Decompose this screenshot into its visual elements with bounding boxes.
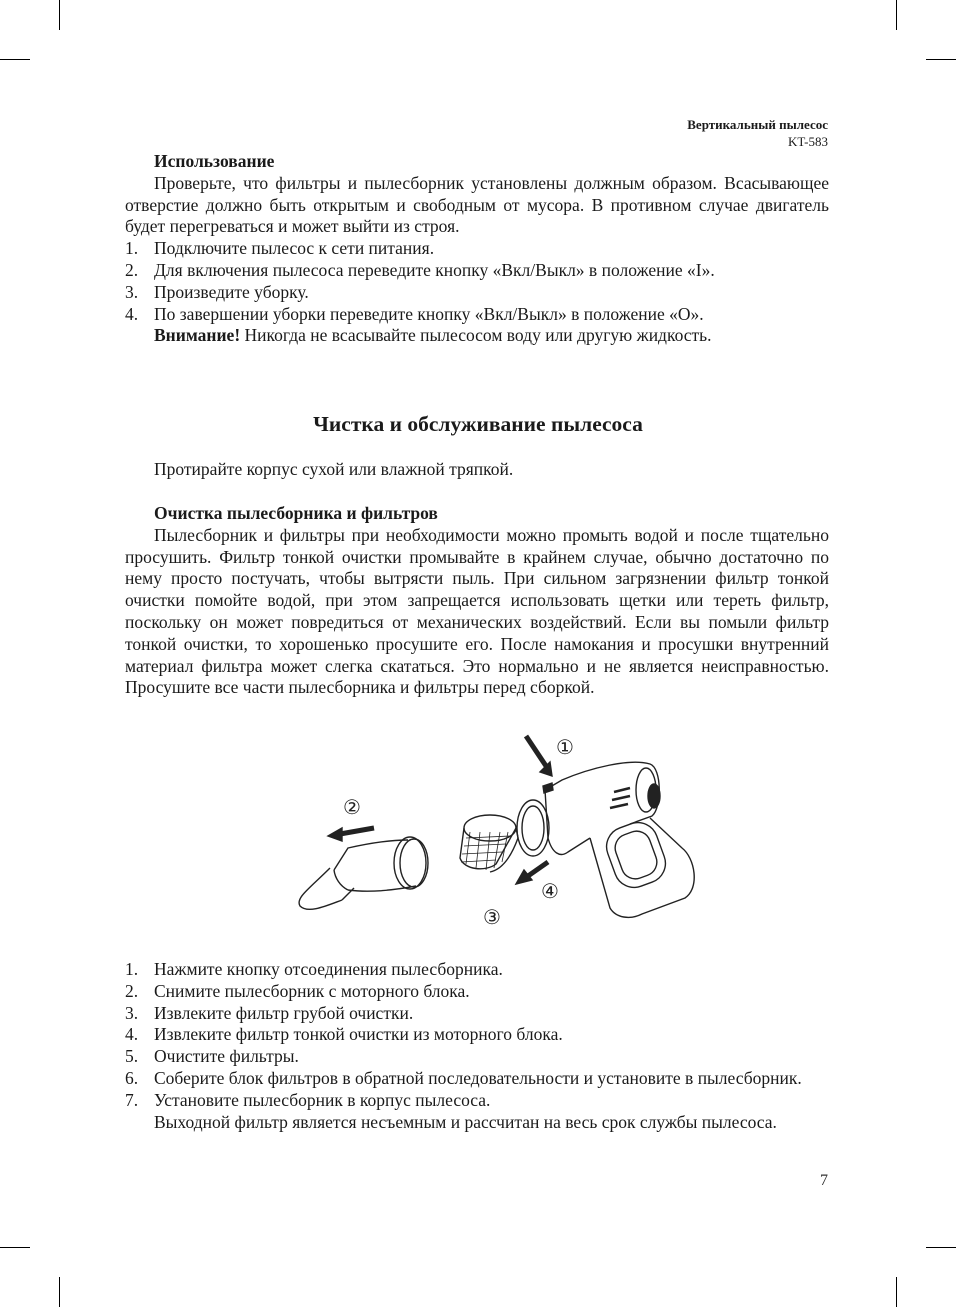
- list-text: Снимите пылесборник с моторного блока.: [154, 980, 470, 1001]
- crop-mark: [0, 1247, 30, 1248]
- crop-mark: [59, 0, 60, 30]
- list-text: Извлеките фильтр грубой очистки.: [154, 1002, 414, 1023]
- cleaning-filters-block: [125, 503, 829, 699]
- list-item: [125, 260, 829, 282]
- cleaning-outro: Выходной фильтр является несъемным и рассчитан на весь срок службы пылесоса.: [154, 1111, 777, 1132]
- list-number: 4.: [125, 1024, 139, 1045]
- list-text: Соберите блок фильтров в обратной последовательности и установите в пылесборник.: [154, 1067, 802, 1088]
- list-text: Очистите фильтры.: [154, 1046, 299, 1067]
- cleaning-intro-block: [125, 459, 829, 481]
- usage-intro: Проверьте, что фильтры и пылесборник установлены должным образом. Всасывающее отверстие должно быть открытым и свободным от мусора. В противном случае двигатель будет перегреваться и может выйти из строя.: [125, 172, 829, 237]
- page-number: 7: [820, 1172, 828, 1189]
- list-text: Подключите пылесос к сети питания.: [154, 238, 435, 259]
- list-item: [125, 282, 829, 304]
- warning-text: Никогда не всасывайте пылесосом воду или другую жидкость.: [244, 325, 712, 346]
- figure-label: ③: [483, 905, 501, 929]
- motor-body-illustration: [543, 762, 694, 917]
- list-number: 4.: [125, 303, 139, 324]
- crop-mark: [926, 1247, 956, 1248]
- list-text: Для включения пылесоса переведите кнопку «Вкл/Выкл» в положение «I».: [154, 259, 715, 280]
- cleaning-intro: Протирайте корпус сухой или влажной тряпкой.: [154, 459, 514, 479]
- coarse-filter-illustration: [460, 815, 518, 872]
- list-number: 6.: [125, 1067, 139, 1088]
- list-text: Установите пылесборник в корпус пылесоса.: [154, 1089, 491, 1110]
- list-number: 5.: [125, 1046, 139, 1067]
- crop-mark: [896, 0, 897, 30]
- header-title: Вертикальный пылесос: [687, 117, 828, 132]
- list-number: 1.: [125, 959, 139, 979]
- warning-label: Внимание!: [154, 325, 241, 346]
- arrow-icon: [328, 828, 342, 841]
- list-number: 7.: [125, 1089, 139, 1110]
- section-title: Чистка и обслуживание пылесоса: [313, 412, 643, 436]
- figure-label: ②: [343, 795, 361, 819]
- list-text: Произведите уборку.: [154, 281, 309, 302]
- list-item: [125, 1046, 829, 1068]
- crop-mark: [59, 1277, 60, 1307]
- list-item: [125, 981, 829, 1003]
- warning-line: [154, 325, 829, 347]
- list-item: [125, 238, 829, 260]
- usage-section: [125, 151, 829, 347]
- arrow-icon: [526, 736, 546, 766]
- list-item: [125, 304, 829, 326]
- crop-mark: [0, 59, 30, 60]
- list-item: [125, 1068, 829, 1090]
- list-number: 3.: [125, 1002, 139, 1023]
- list-item: [125, 1003, 829, 1025]
- list-item: [125, 1090, 829, 1112]
- running-header: [687, 116, 828, 150]
- usage-heading: Использование: [154, 151, 275, 171]
- list-number: 2.: [125, 259, 139, 280]
- figure-label: ①: [556, 735, 574, 759]
- cleaning-paragraph: Пылесборник и фильтры при необходимости можно промыть водой и после тщательно просушить. Фильтр тонкой очистки промывайте в крайнем случае, обычно достаточно по нему просто постучать, чтобы вытрясти пыль. При сильном загрязнении фильтр тонкой очистки помойте водой, при этом запрещается использовать щетки или тереть фильтр, поскольку он может повредиться от механических воздействий. Если вы помыли фильтр тонкой очистки, то хорошенько просушите его. После намокания и просушки внутренний материал фильтра может слегка скататься. Это нормально и не является неисправностью. Просушите все части пылесборника и фильтры перед сборкой.: [125, 524, 829, 698]
- subsection-heading: Очистка пылесборника и фильтров: [154, 503, 438, 523]
- header-model: KT-583: [788, 134, 828, 149]
- arrow-icon: [340, 828, 374, 834]
- usage-steps: [125, 238, 829, 325]
- list-text: Извлеките фильтр тонкой очистки из моторного блока.: [154, 1024, 563, 1045]
- list-item: [125, 959, 829, 981]
- cleaning-steps: [125, 959, 829, 1112]
- list-number: 3.: [125, 281, 139, 302]
- list-number: 2.: [125, 980, 139, 1001]
- crop-mark: [926, 59, 956, 60]
- list-number: 1.: [125, 238, 139, 259]
- crop-mark: [896, 1277, 897, 1307]
- fine-filter-illustration: [517, 800, 549, 856]
- disassembly-figure: [290, 728, 710, 938]
- arrow-icon: [528, 862, 548, 876]
- figure-label: ④: [541, 879, 559, 903]
- dust-container-illustration: [299, 837, 428, 909]
- list-text: По завершении уборки переведите кнопку «Вкл/Выкл» в положение «О».: [154, 303, 704, 324]
- list-item: [125, 1024, 829, 1046]
- cleaning-steps-block: [125, 959, 829, 1133]
- list-text: Нажмите кнопку отсоединения пылесборника.: [154, 959, 503, 979]
